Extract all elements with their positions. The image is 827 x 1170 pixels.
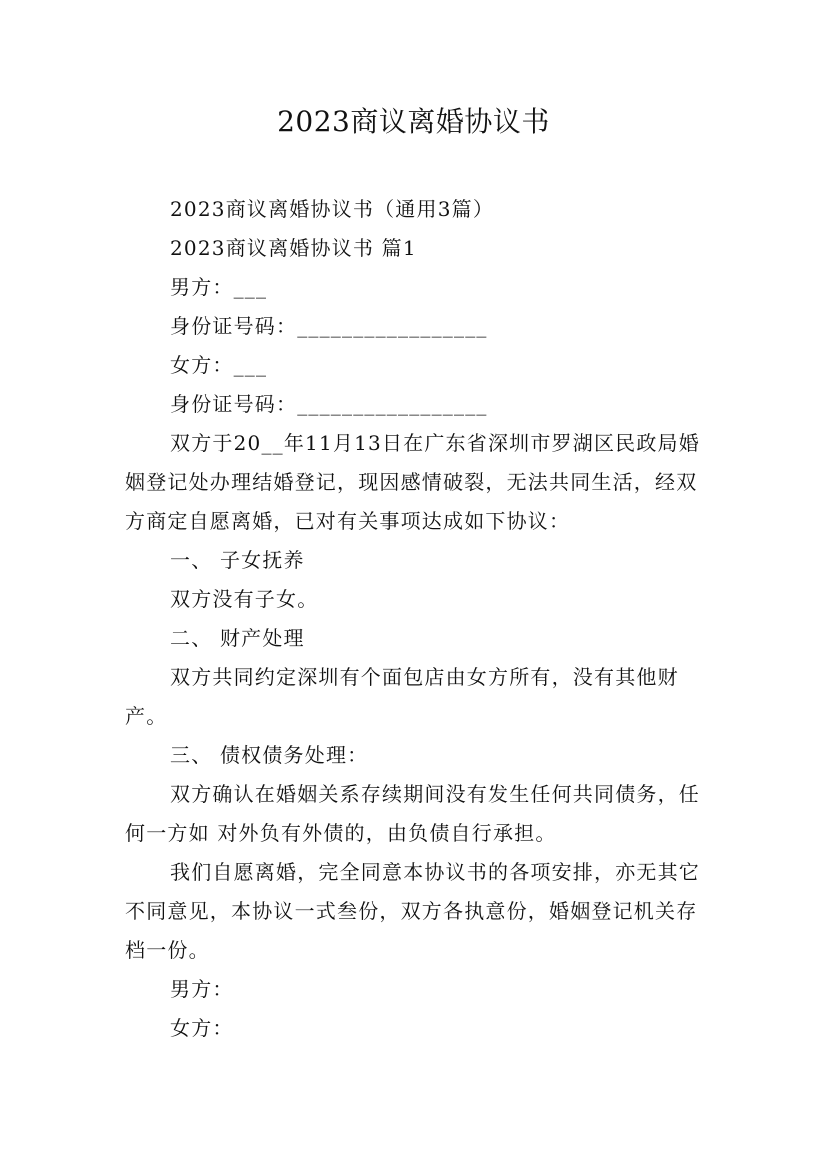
sign-male-line: 男方： (170, 977, 234, 1001)
closing-paragraph: 我们自愿离婚，完全同意本协议书的各项安排，亦无其它不同意见，本协议一式叁份，双方各执意份，婚姻登记机关存档一份。 (125, 860, 700, 962)
document-body (125, 190, 715, 1048)
intro-paragraph: 双方于20__年11月13日在广东省深圳市罗湖区民政局婚姻登记处办理结婚登记，现因感情破裂，无法共同生活，经双方商定自愿离婚，已对有关事项达成如下协议： (125, 431, 700, 533)
section-heading: 2023商议离婚协议书 篇1 (170, 236, 417, 260)
subtitle-line: 2023商议离婚协议书（通用3篇） (170, 197, 495, 221)
sign-female-line: 女方： (170, 1016, 234, 1040)
item3-text: 双方确认在婚姻关系存续期间没有发生任何共同债务，任何一方如 对外负有外债的，由负债自行承担。 (125, 782, 700, 845)
female-id-line: 身份证号码：_________________ (170, 392, 488, 416)
male-party-line: 男方：___ (170, 275, 268, 299)
item1-text: 双方没有子女。 (170, 587, 319, 611)
item2-text: 双方共同约定深圳有个面包店由女方所有，没有其他财产。 (125, 665, 679, 728)
document-title: 2023商议离婚协议书 (277, 105, 550, 138)
item3-heading: 三、 债权债务处理： (170, 743, 369, 767)
female-party-line: 女方：___ (170, 353, 268, 377)
item1-heading: 一、 子女抚养 (170, 548, 305, 572)
male-id-line: 身份证号码：_________________ (170, 314, 488, 338)
item2-heading: 二、 财产处理 (170, 626, 305, 650)
